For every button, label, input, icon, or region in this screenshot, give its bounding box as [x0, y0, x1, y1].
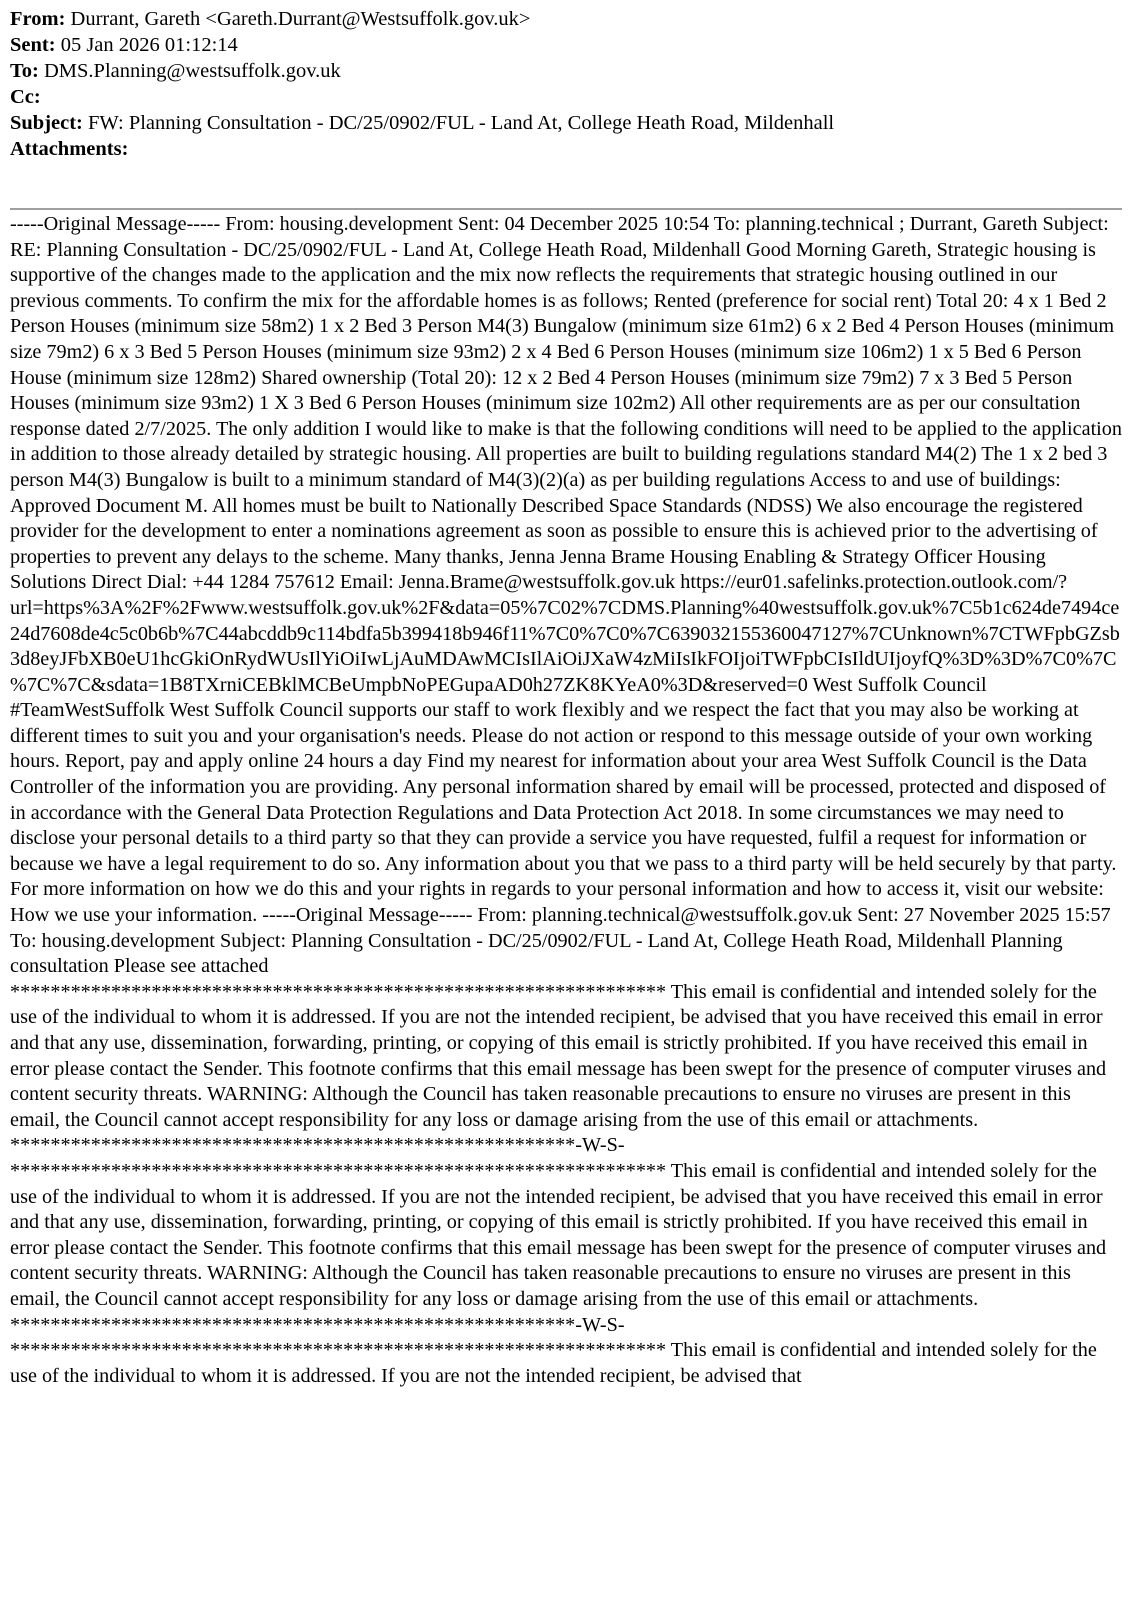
body-paragraph: ***************************************************************** This email is confidential and intended solely for the use of the individual to whom it is addressed. If you are not the intended recipient, be advised that you have received this email in error and that any use, dissemination, forwarding, printing, or copying of this email is strictly prohibited. If you have received this email in error please contact the Sender. This footnote confirms that this email message has been swept for the presence of computer viruses and content security threats. WARNING: Although the Council has taken reasonable precautions to ensure no viruses are present in this email, the Council cannot accept responsibility for any loss or damage arising from the use of this email or attachments.: [10, 1159, 1107, 1310]
header-from: [10, 6, 1110, 32]
header-divider: [10, 208, 1122, 210]
body-paragraph: ********************************************************-W-S-: [10, 1134, 625, 1157]
body-paragraph: -----Original Message----- From: housing.development Sent: 04 December 2025 10:54 To: planning.technical ; Durrant, Gareth Subject: RE: Planning Consultation - DC/25/0902/FUL - Land At, College Heath Road, Mildenhall Good Morning Gareth, Strategic housing is supportive of the changes made to the application and the mix now reflects the requirements that strategic housing outlined in our previous comments. To confirm the mix for the affordable homes is as follows; Rented (preference for social rent) Total 20: 4 x 1 Bed 2 Person Houses (minimum size 58m2) 1 x 2 Bed 3 Person M4(3) Bungalow (minimum size 61m2) 6 x 2 Bed 4 Person Houses (minimum size 79m2) 6 x 3 Bed 5 Person Houses (minimum size 93m2) 2 x 4 Bed 6 Person Houses (minimum size 106m2) 1 x 5 Bed 6 Person House (minimum size 128m2) Shared ownership (Total 20): 12 x 2 Bed 4 Person Houses (minimum size 79m2) 7 x 3 Bed 5 Person Houses (minimum size 93m2) 1 X 3 Bed 6 Person Houses (minimum size 102m2) All other requirements are as per our consultation response dated 2/7/2025. The only addition I would like to make is that the following conditions will need to be applied to the application in addition to those already detailed by strategic housing. All properties are built to building regulations standard M4(2) The 1 x 2 bed 3 person M4(3) Bungalow is built to a minimum standard of M4(3)(2)(a) as per building regulations Access to and use of buildings: Approved Document M. All homes must be built to Nationally Described Space Standards (NDSS) We also encourage the registered provider for the development to enter a nominations agreement as soon as possible to ensure this is achieved prior to the advertising of properties to prevent any delays to the scheme. Many thanks, Jenna Jenna Brame Housing Enabling & Strategy Officer Housing Solutions Direct Dial: +44 1284 757612 Email: Jenna.Brame@westsuffolk.gov.uk https://eur01.safelinks.protection.outlook.com/?url=https%3A%2F%2Fwww.westsuffolk.gov.uk%2F&data=05%7C02%7CDMS.Planning%40westsuffolk.gov.uk%7C5b1c624de7494ce24d7608de4c5c0b6b%7C44abcddb9c114bdfa5b399418b946f11%7C0%7C0%7C639032155360047127%7CUnknown%7CTWFpbGZsb3d8eyJFbXB0eU1hcGkiOnRydWUsIlYiOiIwLjAuMDAwMCIsIlAiOiJXaW4zMiIsIkFOIjoiTWFpbCIsIldUIjoyfQ%3D%3D%7C0%7C%7C%7C&sdata=1B8TXrniCEBklMCBeUmpbNoPEGupaAD0h27ZK8KYeA0%3D&reserved=0 West Suffolk Council #TeamWestSuffolk West Suffolk Council supports our staff to work flexibly and we respect the fact that you may also be working at different times to suit you and your organisation's needs. Please do not action or respond to this message outside of your own working hours. Report, pay and apply online 24 hours a day Find my nearest for information about your area West Suffolk Council is the Data Controller of the information you are providing. Any personal information shared by email will be processed, protected and disposed of in accordance with the General Data Protection Regulations and Data Protection Act 2018. In some circumstances we may need to disclose your personal details to a third party so that they can provide a service you have requested, fulfil a request for information or because we have a legal requirement to do so. Any information about you that we pass to a third party will be held securely by that party. For more information on how we do this and your rights in regards to your personal information and how to access it, visit our website: How we use your information. -----Original Message----- From: planning.technical@westsuffolk.gov.uk Sent: 27 November 2025 15:57 To: housing.development Subject: Planning Consultation - DC/25/0902/FUL - Land At, College Heath Road, Mildenhall Planning consultation Please see attached: [10, 213, 1122, 978]
header-attachments: [10, 136, 1110, 162]
header-label: To:: [10, 60, 39, 82]
header-value: DMS.Planning@westsuffolk.gov.uk: [44, 60, 341, 82]
header-label: Subject:: [10, 112, 83, 134]
email-headers: [10, 6, 1110, 162]
body-paragraph: ***************************************************************** This email is confidential and intended solely for the use of the individual to whom it is addressed. If you are not the intended recipient, be advised that you have received this email in error and that any use, dissemination, forwarding, printing, or copying of this email is strictly prohibited. If you have received this email in error please contact the Sender. This footnote confirms that this email message has been swept for the presence of computer viruses and content security threats. WARNING: Although the Council has taken reasonable precautions to ensure no viruses are present in this email, the Council cannot accept responsibility for any loss or damage arising from the use of this email or attachments.: [10, 980, 1107, 1131]
header-value: Durrant, Gareth <Gareth.Durrant@Westsuffolk.gov.uk>: [70, 8, 531, 30]
header-subject: [10, 110, 1110, 136]
body-paragraph: ********************************************************-W-S-: [10, 1313, 625, 1336]
header-value: FW: Planning Consultation - DC/25/0902/FUL - Land At, College Heath Road, Mildenhall: [88, 112, 835, 134]
header-label: Sent:: [10, 34, 56, 56]
header-value: 05 Jan 2026 01:12:14: [60, 34, 238, 56]
header-cc: [10, 84, 1110, 110]
email-body: [10, 212, 1122, 1389]
header-label: Cc:: [10, 86, 41, 108]
header-sent: [10, 32, 1110, 58]
header-label: From:: [10, 8, 66, 30]
header-label: Attachments:: [10, 138, 129, 160]
body-paragraph: ***************************************************************** This email is confidential and intended solely for the use of the individual to whom it is addressed. If you are not the intended recipient, be advised that: [10, 1339, 1097, 1387]
header-to: [10, 58, 1110, 84]
